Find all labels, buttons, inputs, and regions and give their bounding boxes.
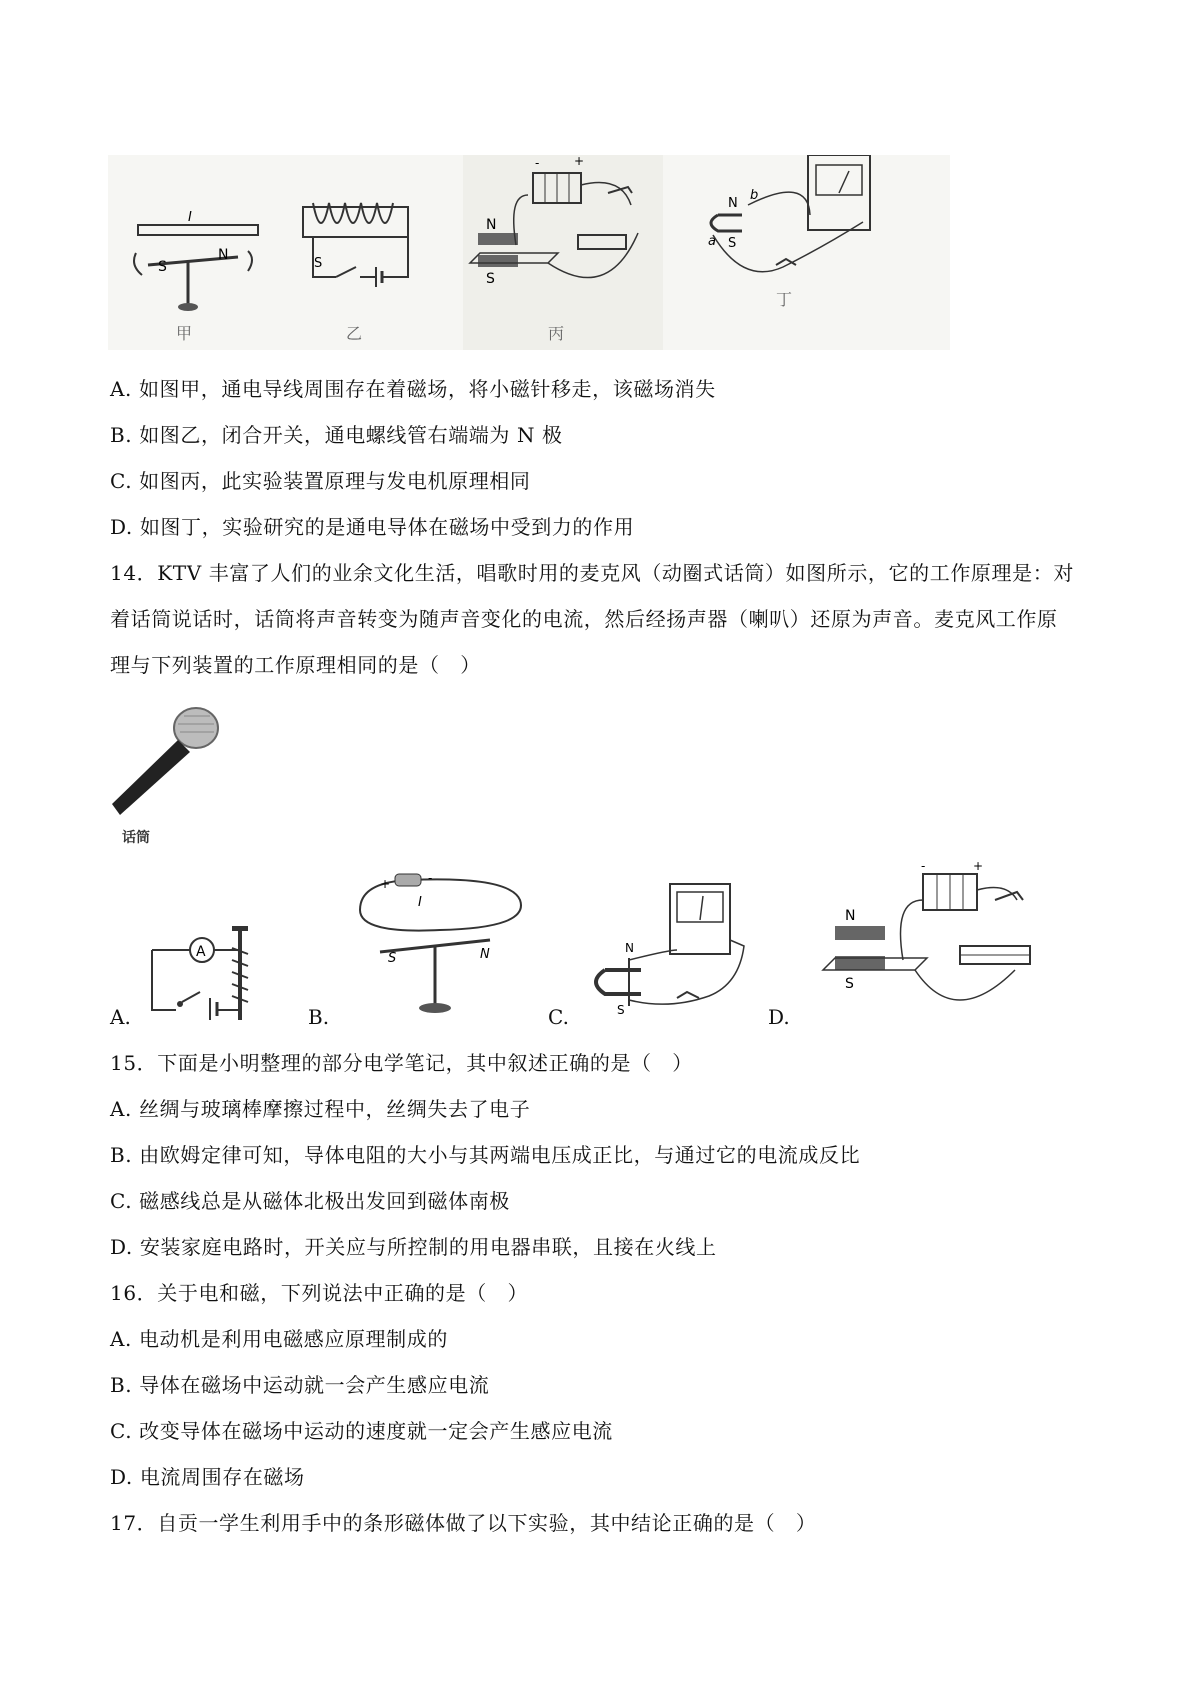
ding-s-label: S: [728, 236, 737, 251]
magnet-n-label: N: [486, 217, 497, 233]
ding-n-label: N: [728, 196, 738, 211]
magnet-s-label: S: [486, 271, 495, 287]
q16-option-d[interactable]: D. 电流周围存在磁场: [110, 1465, 305, 1489]
label-jia: 甲: [176, 324, 193, 343]
q13-option-d[interactable]: D. 如图丁，实验研究的是通电导体在磁场中受到力的作用: [110, 515, 635, 539]
label-bing: 丙: [548, 324, 565, 343]
figure-bing: [463, 155, 663, 350]
q16-option-c[interactable]: C. 改变导体在磁场中运动的速度就一定会产生感应电流: [110, 1419, 613, 1443]
needle-s-label: S: [158, 259, 167, 275]
q15-option-a[interactable]: A. 丝绸与玻璃棒摩擦过程中，丝绸失去了电子: [110, 1097, 531, 1121]
needle-n-label: N: [218, 247, 229, 263]
end-b-label: b: [750, 188, 759, 203]
c-pole-s: S: [617, 1003, 625, 1017]
q15-stem: 15．下面是小明整理的部分电学笔记，其中叙述正确的是（ ）: [110, 1051, 693, 1075]
q14-label-a[interactable]: A.: [110, 1005, 131, 1029]
switch-s-label: S: [314, 256, 323, 271]
q16-option-b[interactable]: B. 导体在磁场中运动就一会产生感应电流: [110, 1373, 490, 1397]
q14-label-d[interactable]: D.: [768, 1005, 790, 1029]
q14-stem-line-1: 14．KTV 丰富了人们的业余文化生活，唱歌时用的麦克风（动圈式话筒）如图所示，它的工作原理是：对: [110, 561, 1074, 585]
microphone-figure: [108, 700, 228, 850]
battery-minus: -: [535, 156, 540, 170]
q13-figure-svg: [108, 155, 950, 350]
q13-figure: [108, 155, 950, 350]
b-minus: -: [428, 871, 433, 885]
label-yi: 乙: [346, 324, 363, 343]
b-plus: +: [380, 877, 391, 891]
q14-figure-c: [585, 880, 755, 1020]
q14-figure-b: [350, 870, 530, 1020]
q14-label-b[interactable]: B.: [308, 1005, 330, 1029]
end-a-label: a: [708, 234, 716, 249]
q13-option-a[interactable]: A. 如图甲，通电导线周围存在着磁场，将小磁针移走，该磁场消失: [110, 377, 716, 401]
q13-option-c[interactable]: C. 如图丙，此实验装置原理与发电机原理相同: [110, 469, 531, 493]
b-current-i: I: [418, 895, 422, 910]
microphone-icon: [108, 700, 228, 850]
q15-option-d[interactable]: D. 安装家庭电路时，开关应与所控制的用电器串联，且接在火线上: [110, 1235, 717, 1259]
q14-stem-line-2: 着话筒说话时，话筒将声音转变为随声音变化的电流，然后经扬声器（喇叭）还原为声音。麦克风工作原: [110, 607, 1058, 631]
d-battery-plus: +: [973, 860, 984, 873]
q16-stem: 16．关于电和磁，下列说法中正确的是（ ）: [110, 1281, 529, 1305]
b-needle-n: N: [480, 947, 490, 962]
q15-option-c[interactable]: C. 磁感线总是从磁体北极出发回到磁体南极: [110, 1189, 510, 1213]
figure-ding: [708, 155, 870, 309]
battery-plus: +: [574, 155, 585, 168]
q14-figure-a: [140, 920, 280, 1020]
d-battery-minus: -: [921, 860, 926, 873]
q16-option-a[interactable]: A. 电动机是利用电磁感应原理制成的: [110, 1327, 448, 1351]
q14-figure-d: [815, 860, 1045, 1025]
q14-label-c[interactable]: C.: [548, 1005, 569, 1029]
q15-option-b[interactable]: B. 由欧姆定律可知，导体电阻的大小与其两端电压成正比，与通过它的电流成反比: [110, 1143, 861, 1167]
figure-jia: [134, 210, 258, 343]
d-pole-s: S: [845, 976, 854, 992]
q14-stem-line-3: 理与下列装置的工作原理相同的是（ ）: [110, 653, 481, 677]
ammeter-label: A: [196, 944, 206, 960]
c-pole-n: N: [625, 941, 634, 955]
figure-yi: [303, 203, 408, 343]
d-pole-n: N: [845, 908, 856, 924]
label-ding: 丁: [776, 290, 793, 309]
q17-stem: 17．自贡一学生利用手中的条形磁体做了以下实验，其中结论正确的是（ ）: [110, 1511, 817, 1535]
mic-caption: 话筒: [122, 830, 150, 846]
q13-option-b[interactable]: B. 如图乙，闭合开关，通电螺线管右端端为 N 极: [110, 423, 563, 447]
b-needle-s: S: [388, 951, 397, 966]
current-label-i: I: [188, 210, 192, 225]
